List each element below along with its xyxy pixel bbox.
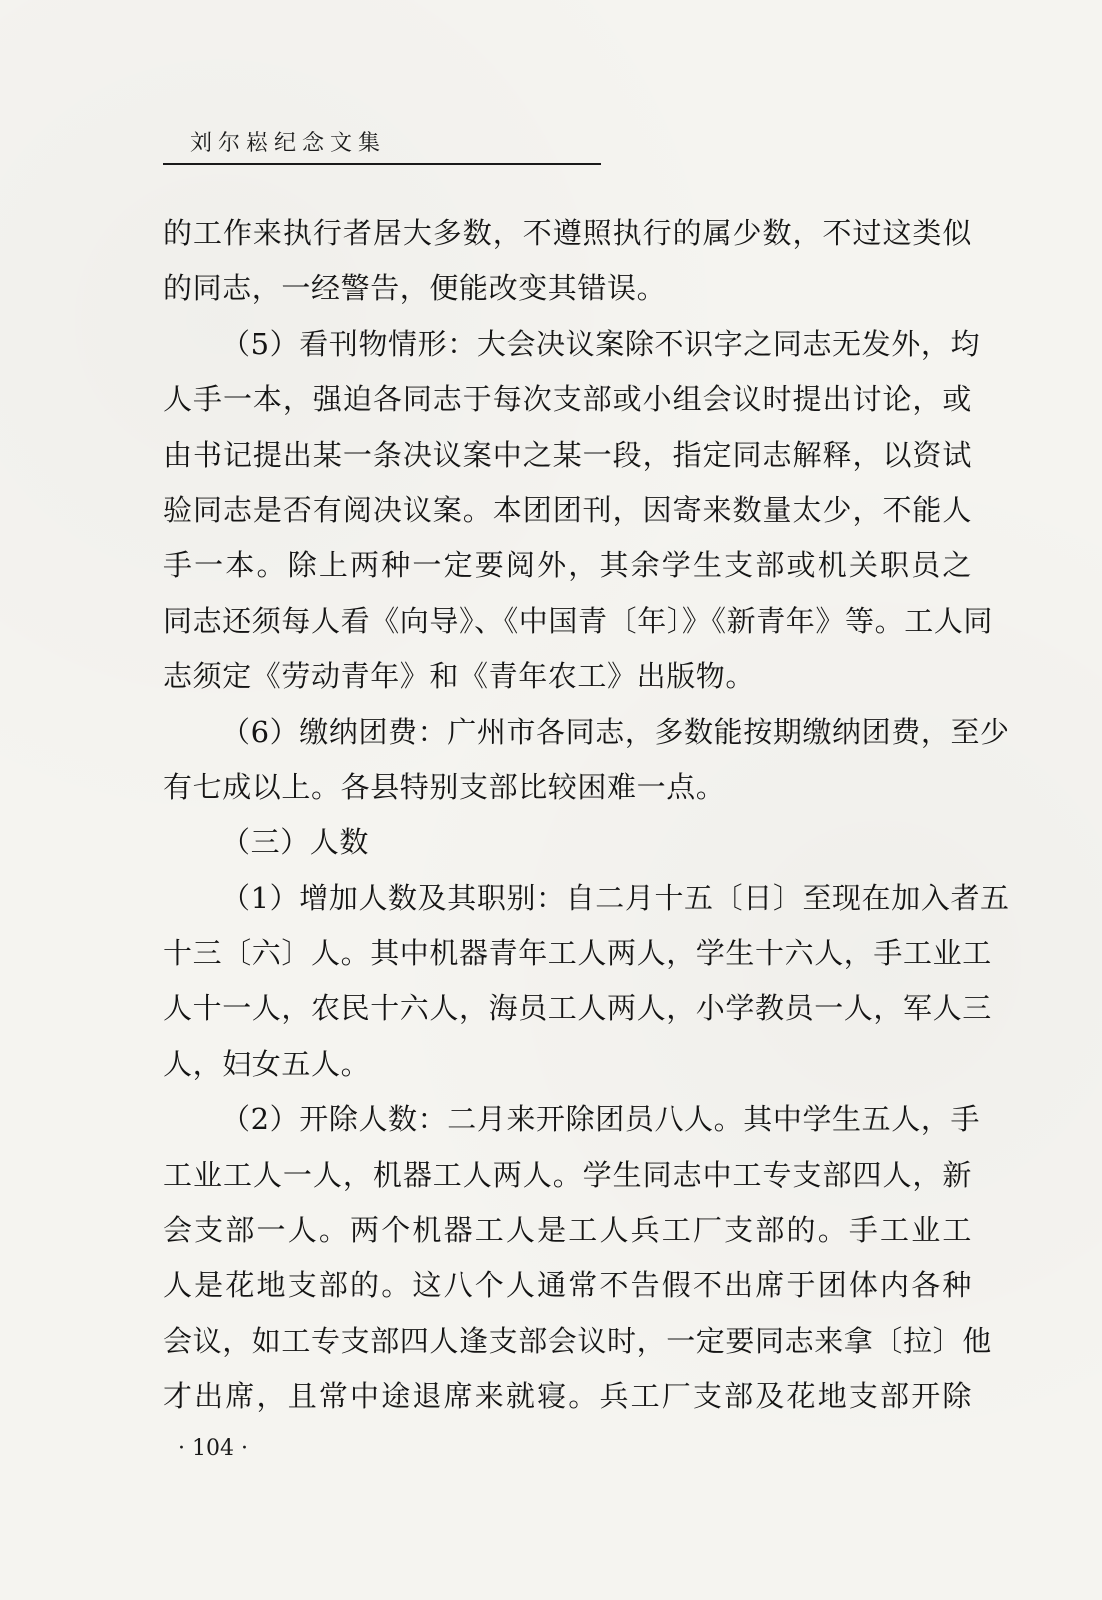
header-rule: [163, 163, 601, 165]
text-line: （6）缴纳团费：广州市各同志，多数能按期缴纳团费，至少: [221, 714, 1010, 749]
text-line: 才出席，且常中途退席来就寝。兵工厂支部及花地支部开除: [163, 1379, 972, 1414]
text-line: 由书记提出某一条决议案中之某一段，指定同志解释，以资试: [163, 437, 972, 472]
section-heading: （三）人数: [221, 825, 370, 860]
body-text: [163, 206, 1010, 1425]
text-line: 同志还须每人看《向导》、《中国青〔年〕》《新青年》等。工人同: [163, 603, 994, 638]
page-number: · 104 ·: [178, 1436, 248, 1461]
running-header-title: 刘尔崧纪念文集: [190, 131, 387, 156]
text-line: 人十一人，农民十六人，海员工人两人，小学教员一人，军人三: [163, 991, 992, 1026]
text-line: 工业工人一人，机器工人两人。学生同志中工专支部四人，新: [163, 1157, 972, 1192]
text-line: （1）增加人数及其职别：自二月十五〔日〕至现在加入者五: [221, 880, 1010, 915]
text-line: 十三〔六〕人。其中机器青年工人两人，学生十六人，手工业工: [163, 936, 992, 971]
text-line: 的同志，一经警告，便能改变其错误。: [163, 271, 667, 306]
text-line: 手一本。除上两种一定要阅外，其余学生支部或机关职员之: [163, 548, 972, 583]
text-line: （5）看刊物情形：大会决议案除不识字之同志无发外，均: [221, 326, 981, 361]
text-line: 人是花地支部的。这八个人通常不告假不出席于团体内各种: [163, 1268, 972, 1303]
text-line: 人，妇女五人。: [163, 1046, 371, 1081]
text-line: 的工作来执行者居大多数，不遵照执行的属少数，不过这类似: [163, 216, 972, 250]
text-line: 会支部一人。两个机器工人是工人兵工厂支部的。手工业工: [163, 1213, 972, 1248]
text-line: 验同志是否有阅决议案。本团团刊，因寄来数量太少，不能人: [163, 492, 972, 527]
text-line: 人手一本，强迫各同志于每次支部或小组会议时提出讨论，或: [163, 382, 972, 417]
text-line: 有七成以上。各县特别支部比较困难一点。: [163, 769, 726, 804]
text-line: （2）开除人数：二月来开除团员八人。其中学生五人，手: [221, 1102, 981, 1137]
text-line: 志须定《劳动青年》和《青年农工》出版物。: [163, 659, 756, 694]
text-line: 会议，如工专支部四人逢支部会议时，一定要同志来拿〔拉〕他: [163, 1323, 992, 1358]
